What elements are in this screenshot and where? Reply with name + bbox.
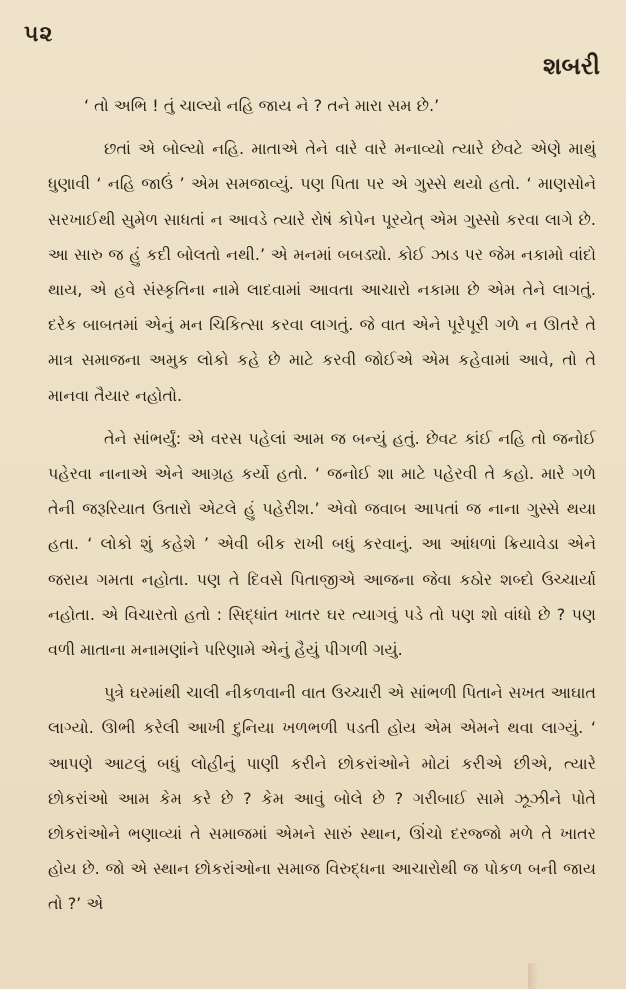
body-text — [48, 88, 596, 978]
paragraph: છતાં એ બોલ્યો નહિ. માતાએ તેને વારે વારે મનાવ્યો ત્યારે છેવટે એણે માથું ધુણાવી ‘ નહિ જાઉં ’ એમ સમજાવ્યું. પણ પિતા પર એ ગુસ્સે થયો હતો. ‘ માણસોને સરખાઈથી સુમેળ સાધતાં ન આવડે ત્યારે રોષં કોપેન પૂરયેત્ એમ ગુસ્સો કરવા લાગે છે. આ સારુ જ હું કદી બોલતો નથી.’ એ મનમાં બબડ્યો. કોઈ ઝાડ પર જેમ નકામો વાંદો થાય, એ હવે સંસ્કૃતિના નામે લાદવામાં આવતા આચારો નકામા છે એમ તેને લાગતું. દરેક બાબતમાં એનું મન ચિકિત્સા કરવા લાગતું. જે વાત એને પૂરેપૂરી ગળે ન ઊતરે તે માત્ર સમાજના અમુક લોકો કહે છે માટે કરવી જોઈએ એમ કહેવામાં આવે, તો તે માનવા તૈયાર નહોતો. — [48, 139, 596, 405]
paragraph: ‘ તો અભિ ! તું ચાલ્યો નહિ જાય ને ? તને મારા સમ છે.’ — [84, 96, 440, 115]
scan-artifact — [528, 963, 538, 989]
running-head: શબરી — [542, 52, 600, 80]
paragraph: પુત્રે ઘરમાંથી ચાલી નીકળવાની વાત ઉચ્ચારી એ સાંભળી પિતાને સખત આઘાત લાગ્યો. ઊભી કરેલી આખી દુનિયા ખળભળી પડતી હોય એમ એમને થવા લાગ્યું. ‘ આપણે આટલું બધું લોહીનું પાણી કરીને છોકરાંઓને મોટાં કરીએ છીએ, ત્યારે છોકરાંઓ આમ કેમ કરે છે ? કેમ આવું બોલે છે ? ગરીબાઈ સામે ઝૂઝીને પોતે છોકરાંઓને ભણાવ્યાં તે સમાજમાં એમને સારું સ્થાન, ઊંચો દરજ્જો મળે તે ખાતર હોય છે. જો એ સ્થાન છોકરાંઓના સમાજ વિરુદ્ધના આચારોથી જ પોકળ બની જાય તો ?’ એ — [48, 683, 596, 914]
page-number: ૫૨ — [24, 22, 54, 47]
paragraph: તેને સાંભર્યું: એ વરસ પહેલાં આમ જ બન્યું હતું. છેવટ કાંઈ નહિ તો જનોઈ પહેરવા નાનાએ એને આગ્રહ કર્યો હતો. ‘ જનોઈ શા માટે પહેરવી તે કહો. મારે ગળે તેની જરૂરિયાત ઉતારો એટલે હું પહેરીશ.’ એવો જવાબ આપતાં જ નાના ગુસ્સે થયા હતા. ‘ લોકો શું કહેશે ’ એવી બીક રાખી બધું કરવાનું. આ આંધળાં ક્રિયાવેડા એને જરાય ગમતા નહોતા. પણ તે દિવસે પિતાજીએ આજના જેવા કઠોર શબ્દો ઉચ્ચાર્યા નહોતા. એ વિચારતો હતો : સિદ્ધાંત ખાતર ઘર ત્યાગવું પડે તો પણ શો વાંધો છે ? પણ વળી માતાના મનામણાંને પરિણામે એનું હૈયું પીગળી ગયું. — [48, 428, 596, 660]
